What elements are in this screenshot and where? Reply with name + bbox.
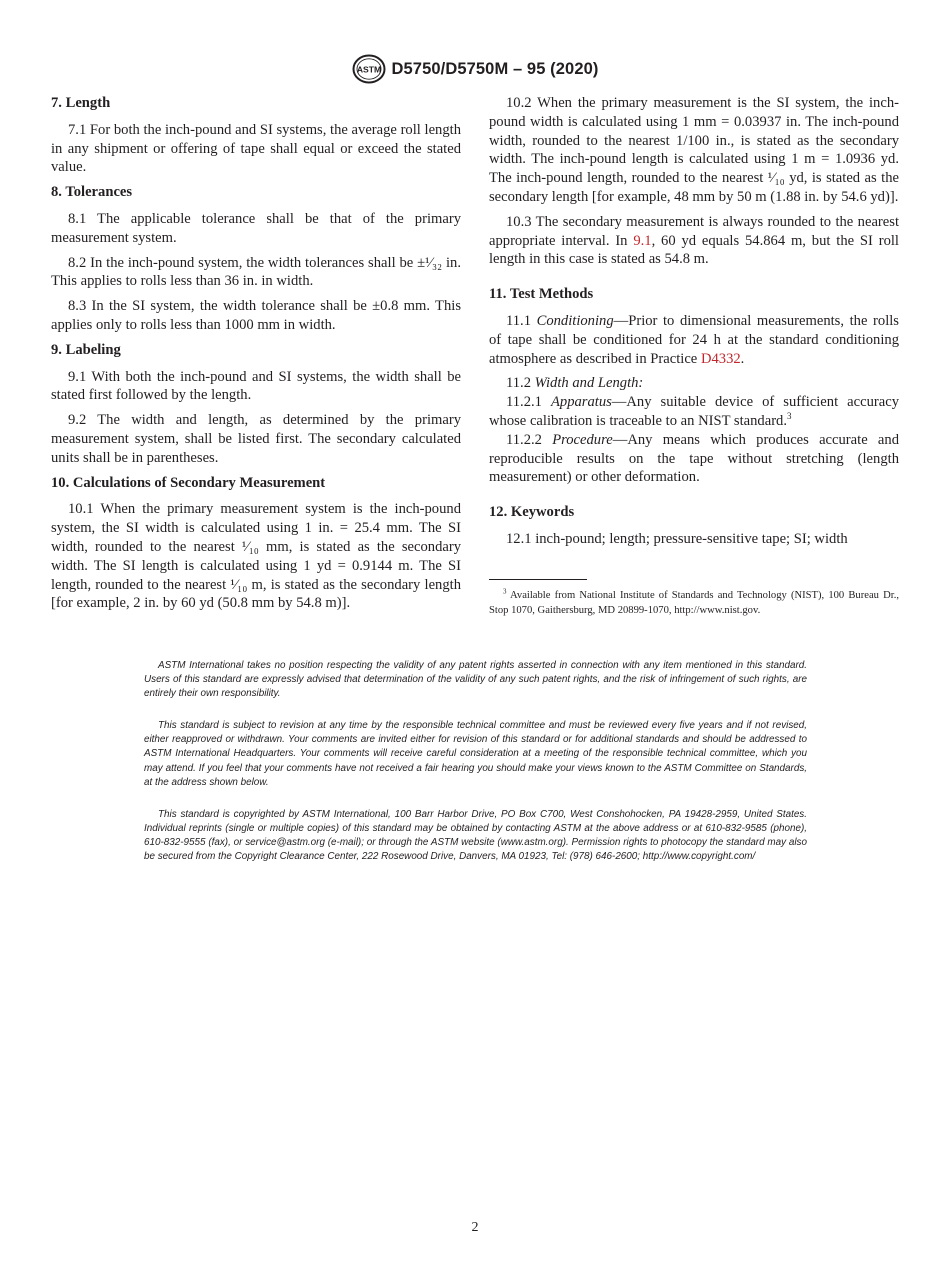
section-8-title: 8. Tolerances	[51, 184, 133, 201]
paragraph-11-2-heading: Width and Length:	[534, 375, 644, 392]
paragraph-8-1: 8.1 The applicable tolerance shall be that of the primary measurement system.	[51, 210, 461, 246]
paragraph-11-2-1-number: 11.2.1	[506, 394, 551, 411]
section-7-title: 7. Length	[51, 95, 111, 111]
paragraph-11-2-1-heading: Apparatus	[550, 394, 612, 411]
legal-notices	[144, 659, 807, 882]
revision-notice: This standard is subject to revision at any time by the responsible technical committee and must be reviewed every five years and if not revised, either reapproved or withdrawn. Your comments are invited either for revision of this standard or for additional standards and should be addressed to ASTM International Headquarters. Your comments will receive careful consideration at a meeting of the responsible technical committee, which you may attend. If you feel that your comments have not received a fair hearing you should make your views known to the ASTM Committee on Standards, at the address shown below.	[144, 720, 807, 788]
paragraph-11-2-2	[489, 431, 899, 487]
paragraph-10-3-text-a: 10.3 The secondary measurement is always rounded to the nearest appropriate interval. In	[489, 213, 899, 249]
link-section-9-1[interactable]: 9.1	[633, 232, 652, 249]
copyright-notice: This standard is copyrighted by ASTM International, 100 Barr Harbor Drive, PO Box C700, West Conshohocken, PA 19428-2959, United States. Individual reprints (single or multiple copies) of this standard may be obtained by contacting ASTM at the above address or at 610-832-9585 (phone), 610-832-9555 (fax), or service@astm.org (e-mail); or through the ASTM website (www.astm.org). Permission rights to photocopy the standard may also be secured from the Copyright Clearance Center, 222 Rosewood Drive, Danvers, MA 01923, Tel: (978) 646-2600; http://www.copyright.com/	[144, 808, 807, 863]
paragraph-7-1: 7.1 For both the inch-pound and SI systems, the average roll length in any shipment or offering of tape shall equal or exceed the stated value.	[51, 121, 461, 176]
section-9-title: 9. Labeling	[51, 341, 121, 358]
paragraph-11-1-number: 11.1	[506, 312, 537, 329]
paragraph-12-1: 12.1 inch-pound; length; pressure-sensitive tape; SI; width	[506, 530, 848, 547]
paragraph-10-1: 10.1 When the primary measurement system is the inch-pound system, the SI width is calculated using 1 in. = 25.4 mm. The SI width, rounded to the nearest ¹⁄₁₀ mm, is stated as the secondary width. The SI length is calculated using 1 yd = 0.9144 m. The SI length, rounded to the nearest ¹⁄₁₀ m, is stated as the secondary length [for example, 2 in. by 60 yd (50.8 mm by 54.8 m)].	[51, 501, 461, 612]
page-number: 2	[471, 1220, 479, 1235]
paragraph-10-3-text-b: , 60 yd equals 54.864 m, but the SI roll length in this case is stated as 54.8 m.	[489, 232, 899, 268]
paragraph-10-3	[489, 213, 899, 269]
page-header	[0, 54, 950, 84]
paragraph-9-2: 9.2 The width and length, as determined by the primary measurement system, shall be listed first. The secondary calculated units shall be in parentheses.	[51, 412, 461, 466]
paragraph-11-1-text-b: .	[740, 350, 745, 367]
paragraph-11-2-1	[489, 393, 899, 431]
paragraph-11-2-1-text: —Any suitable device of sufficient accuracy whose calibration is traceable to an NIST standard.	[489, 394, 899, 429]
section-11-title: 11. Test Methods	[489, 286, 594, 303]
footnote-marker: 3	[503, 587, 507, 596]
paragraph-11-2-number: 11.2	[506, 375, 535, 392]
patent-notice: ASTM International takes no position respecting the validity of any patent rights asserted in connection with any item mentioned in this standard. Users of this standard are expressly advised that determination of the validity of any such patent rights, and the risk of infringement of such rights, are entirely their own responsibility.	[144, 660, 807, 700]
paragraph-11-2-2-heading: Procedure	[552, 431, 613, 448]
right-column	[489, 94, 899, 619]
paragraph-10-2: 10.2 When the primary measurement is the SI system, the inch-pound width is calculated using 1 mm = 0.03937 in. The inch-pound width, rounded to the nearest 1/100 in., is stated as the secondary width. The inch-pound length is calculated using 1 m = 1.0936 yd. The inch-pound length, rounded to the nearest ¹⁄₁₀ yd, is stated as the secondary length [for example, 48 mm by 50 m (1.88 in. by 54.6 yd)].	[489, 95, 899, 205]
section-12-title: 12. Keywords	[489, 504, 575, 521]
astm-logo-text: ASTM	[356, 64, 381, 75]
paragraph-11-1-text-a: —Prior to dimensional measurements, the rolls of tape shall be conditioned for 24 h at the standard conditioning atmosphere as described in Practice	[489, 312, 899, 367]
footnote-divider	[489, 579, 587, 580]
standard-designation: D5750/D5750M – 95 (2020)	[391, 59, 599, 78]
paragraph-11-2-2-number: 11.2.2	[506, 431, 553, 448]
footnote-text: Available from National Institute of Standards and Technology (NIST), 100 Bureau Dr., Stop 1070, Gaithersburg, MD 20899-1070, http://www.nist.gov.	[489, 589, 899, 617]
paragraph-11-2	[489, 374, 899, 393]
section-10-title: 10. Calculations of Secondary Measurement	[51, 474, 326, 491]
paragraph-9-1: 9.1 With both the inch-pound and SI systems, the width shall be stated first followed by the length.	[51, 368, 461, 404]
paragraph-8-3: 8.3 In the SI system, the width tolerance shall be ±0.8 mm. This applies only to rolls less than 1000 mm in width.	[51, 298, 461, 333]
left-column	[51, 94, 461, 619]
footnote-ref-3[interactable]: 3	[787, 411, 792, 422]
paragraph-11-2-2-text: —Any means which produces accurate and reproducible results on the tape without stretching (length measurement) or other deformation.	[489, 431, 899, 486]
footnote-3	[489, 588, 899, 619]
paragraph-11-1-heading: Conditioning	[536, 312, 614, 329]
paragraph-8-2: 8.2 In the inch-pound system, the width tolerances shall be ±¹⁄₃₂ in. This applies to rolls less than 36 in. in width.	[51, 254, 461, 290]
paragraph-11-1	[489, 312, 899, 368]
link-practice-d4332[interactable]: D4332	[700, 350, 741, 367]
astm-logo-icon	[352, 54, 386, 84]
